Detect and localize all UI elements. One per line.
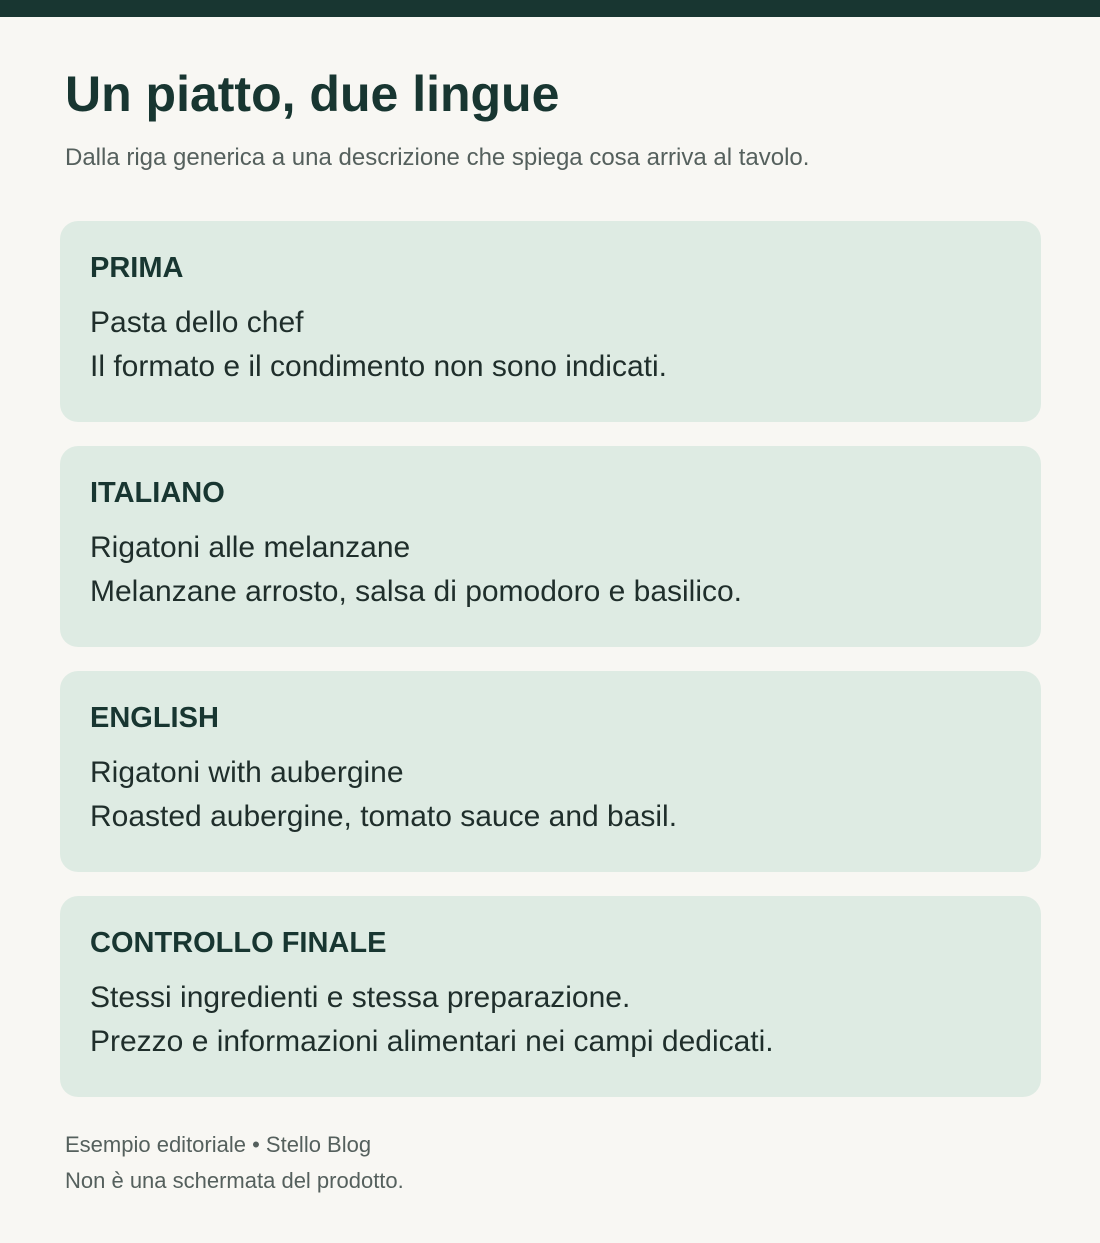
footer-credit: Esempio editoriale • Stello Blog <box>65 1132 372 1157</box>
page-title: Un piatto, due lingue <box>65 66 560 122</box>
card-dish-description: Roasted aubergine, tomato sauce and basil. <box>90 800 678 833</box>
page-subtitle: Dalla riga generica a una descrizione che spiega cosa arriva al tavolo. <box>65 144 810 171</box>
card-dish-name: Rigatoni alle melanzane <box>90 531 411 564</box>
card-dish-name: Rigatoni with aubergine <box>90 756 404 789</box>
card-label: ENGLISH <box>90 702 219 734</box>
footer-disclaimer: Non è una schermata del prodotto. <box>65 1168 404 1193</box>
card-check-line: Stessi ingredienti e stessa preparazione. <box>90 981 631 1014</box>
card-controllo-finale <box>60 896 1041 1097</box>
card-italiano <box>60 446 1041 647</box>
top-accent-bar <box>0 0 1100 17</box>
card-english <box>60 671 1041 872</box>
card-prima <box>60 221 1041 422</box>
card-label: CONTROLLO FINALE <box>90 927 387 959</box>
card-dish-name: Pasta dello chef <box>90 306 304 339</box>
card-label: PRIMA <box>90 252 184 284</box>
card-dish-description: Melanzane arrosto, salsa di pomodoro e basilico. <box>90 575 743 608</box>
card-dish-description: Il formato e il condimento non sono indicati. <box>90 350 667 383</box>
card-label: ITALIANO <box>90 477 225 509</box>
card-check-line: Prezzo e informazioni alimentari nei campi dedicati. <box>90 1025 774 1058</box>
